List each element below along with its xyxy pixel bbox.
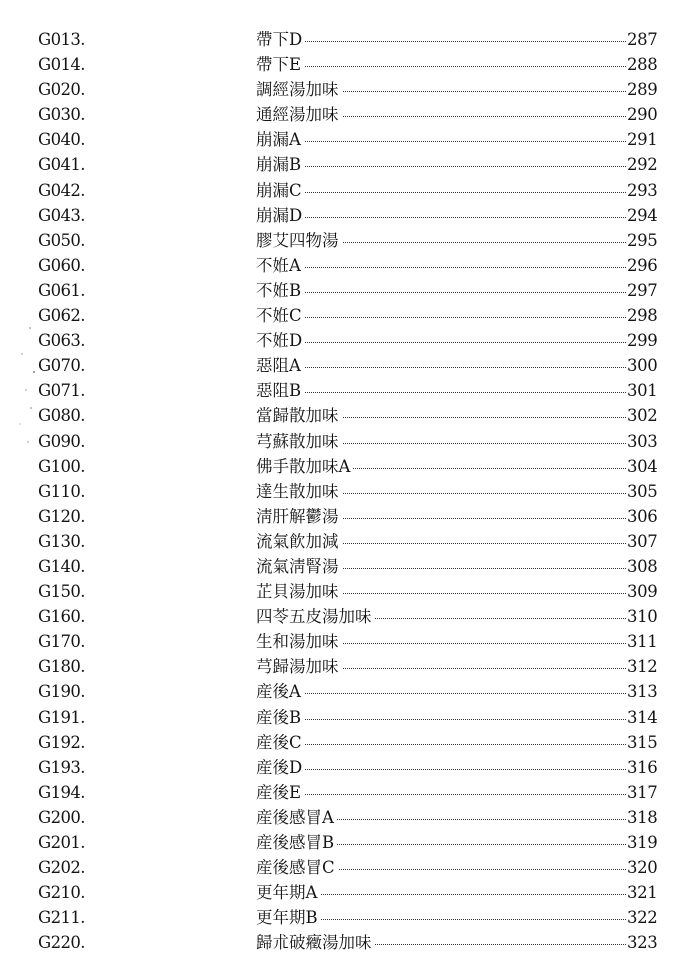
toc-entry-page-number: 317: [627, 780, 657, 805]
toc-entry-title: 生和湯加味: [256, 629, 342, 654]
toc-entry-page-number: 321: [627, 880, 657, 905]
toc-entry: [0, 805, 700, 830]
toc-entry-title: 芷貝湯加味: [256, 579, 342, 604]
toc-entry-title: 惡阻B: [256, 378, 304, 403]
toc-entry-code: G014.: [38, 55, 85, 75]
toc-entry-page-number: 313: [627, 679, 657, 704]
toc-entry: [0, 328, 700, 353]
toc-dot-leader: [260, 203, 634, 228]
toc-dot-leader: [260, 52, 634, 77]
toc-entry: [0, 604, 700, 629]
toc-entry-page-number: 312: [627, 654, 657, 679]
toc-dot-leader: [260, 178, 634, 203]
toc-entry: [0, 730, 700, 755]
toc-entry-title: 四苓五皮湯加味: [256, 604, 375, 629]
toc-entry: [0, 403, 700, 428]
toc-entry-code: G202.: [38, 858, 85, 878]
toc-entry-code: G192.: [38, 732, 85, 752]
toc-entry-title: 帶下E: [256, 52, 304, 77]
toc-entry-page-number: 322: [627, 905, 657, 930]
toc-entry-title: 芎蘇散加味: [256, 429, 342, 454]
toc-entry-page-number: 300: [627, 353, 657, 378]
toc-entry: [0, 27, 700, 52]
toc-entry-code: G191.: [38, 707, 85, 727]
toc-entry-page-number: 319: [627, 830, 657, 855]
toc-entry-page-number: 292: [627, 152, 657, 177]
toc-entry: [0, 705, 700, 730]
toc-entry-title: 産後A: [256, 679, 304, 704]
toc-dot-leader: [260, 780, 634, 805]
toc-dot-leader: [260, 378, 634, 403]
toc-entry-page-number: 314: [627, 705, 657, 730]
toc-entry-code: G040.: [38, 130, 85, 150]
toc-entry: [0, 178, 700, 203]
toc-entry-code: G200.: [38, 807, 85, 827]
toc-dot-leader: [260, 328, 634, 353]
toc-entry: [0, 228, 700, 253]
toc-entry-title: 達生散加味: [256, 479, 342, 504]
toc-entry-title: 崩漏D: [256, 203, 305, 228]
toc-entry-title: 産後B: [256, 705, 304, 730]
toc-entry-code: G042.: [38, 180, 85, 200]
toc-dot-leader: [260, 679, 634, 704]
toc-entry-title: 不姙D: [256, 328, 305, 353]
toc-entry: [0, 52, 700, 77]
toc-entry-page-number: 299: [627, 328, 657, 353]
toc-entry-title: 流氣飮加減: [256, 529, 342, 554]
toc-entry-title: 當歸散加味: [256, 403, 342, 428]
toc-entry-code: G013.: [38, 30, 85, 49]
toc-entry: [0, 454, 700, 479]
toc-entry-title: 芎歸湯加味: [256, 654, 342, 679]
toc-entry-code: G061.: [38, 280, 85, 300]
toc-dot-leader: [260, 303, 634, 328]
toc-entry-page-number: 306: [627, 504, 657, 529]
toc-entry-page-number: 307: [627, 529, 657, 554]
toc-entry: [0, 930, 700, 955]
toc-entry-page-number: 308: [627, 554, 657, 579]
toc-entry: [0, 429, 700, 454]
toc-entry-page-number: 289: [627, 77, 657, 102]
toc-entry-title: 更年期A: [256, 880, 320, 905]
toc-entry-code: G140.: [38, 556, 85, 576]
toc-entry-page-number: 309: [627, 579, 657, 604]
toc-entry-code: G130.: [38, 531, 85, 551]
toc-entry-code: G090.: [38, 431, 85, 451]
toc-entry-code: G170.: [38, 632, 85, 652]
toc-dot-leader: [260, 278, 634, 303]
toc-entry-title: 歸朮破癥湯加味: [256, 930, 375, 955]
toc-entry-code: G080.: [38, 406, 85, 426]
toc-entry: [0, 378, 700, 403]
toc-entry-code: G150.: [38, 582, 85, 602]
toc-entry-page-number: 297: [627, 278, 657, 303]
toc-entry-page-number: 304: [627, 454, 657, 479]
toc-dot-leader: [260, 127, 634, 152]
toc-entry-page-number: 288: [627, 52, 657, 77]
toc-entry: [0, 780, 700, 805]
toc-entry-page-number: 310: [627, 604, 657, 629]
toc-dot-leader: [260, 253, 634, 278]
toc-entry-title: 産後感冒A: [256, 805, 337, 830]
toc-entry-title: 不姙B: [256, 278, 304, 303]
toc-entry: [0, 855, 700, 880]
toc-entry-page-number: 315: [627, 730, 657, 755]
toc-entry-code: G070.: [38, 356, 85, 376]
toc-entry-title: 崩漏C: [256, 178, 305, 203]
toc-entry: [0, 529, 700, 554]
toc-entry: [0, 479, 700, 504]
toc-dot-leader: [260, 705, 634, 730]
toc-entry-code: G062.: [38, 306, 85, 326]
toc-entry-code: G043.: [38, 205, 85, 225]
toc-entry: [0, 679, 700, 704]
toc-entry: [0, 830, 700, 855]
toc-entry-code: G020.: [38, 80, 85, 100]
toc-entry: [0, 905, 700, 930]
toc-entry: [0, 303, 700, 328]
toc-entry-title: 産後D: [256, 755, 305, 780]
toc-entry-page-number: 290: [627, 102, 657, 127]
toc-entry-code: G194.: [38, 782, 85, 802]
toc-entry-code: G100.: [38, 456, 85, 476]
toc-entry-title: 崩漏B: [256, 152, 304, 177]
toc-entry-page-number: 295: [627, 228, 657, 253]
toc-entry-title: 産後E: [256, 780, 304, 805]
toc-entry-code: G210.: [38, 883, 85, 903]
toc-entry: [0, 755, 700, 780]
toc-entry: [0, 77, 700, 102]
toc-entry-page-number: 320: [627, 855, 657, 880]
toc-entry: [0, 152, 700, 177]
toc-entry-title: 更年期B: [256, 905, 321, 930]
toc-entry-code: G030.: [38, 105, 85, 125]
toc-dot-leader: [260, 353, 634, 378]
toc-entry-page-number: 302: [627, 403, 657, 428]
toc-entry-page-number: 294: [627, 203, 657, 228]
toc-entry: [0, 127, 700, 152]
toc-entry-page-number: 311: [627, 629, 657, 654]
toc-entry-title: 通經湯加味: [256, 102, 342, 127]
toc-entry-title: 佛手散加味A: [256, 454, 353, 479]
toc-entry-title: 産後感冒B: [256, 830, 337, 855]
toc-entry-code: G211.: [38, 908, 85, 928]
toc-entry-page-number: 287: [627, 27, 657, 52]
toc-entry: [0, 253, 700, 278]
toc-entry: [0, 203, 700, 228]
toc-entry-code: G160.: [38, 607, 85, 627]
toc-entry-page-number: 305: [627, 479, 657, 504]
toc-entry-title: 不姙C: [256, 303, 305, 328]
toc-entry-title: 流氣淸腎湯: [256, 554, 342, 579]
toc-entry: [0, 579, 700, 604]
toc-entry: [0, 880, 700, 905]
toc-entry: [0, 102, 700, 127]
toc-entry: [0, 278, 700, 303]
toc-entry-code: G190.: [38, 682, 85, 702]
toc-entry-code: G050.: [38, 230, 85, 250]
toc-dot-leader: [260, 152, 634, 177]
toc-entry-code: G071.: [38, 381, 85, 401]
toc-entry-title: 帶下D: [256, 27, 305, 52]
toc-entry-title: 惡阻A: [256, 353, 304, 378]
toc-entry: [0, 504, 700, 529]
toc-entry: [0, 629, 700, 654]
toc-entry-title: 調經湯加味: [256, 77, 342, 102]
toc-entry-page-number: 293: [627, 178, 657, 203]
toc-entry-code: G201.: [38, 833, 85, 852]
toc-entry-code: G220.: [38, 933, 85, 953]
toc-entry-page-number: 296: [627, 253, 657, 278]
toc-entry: [0, 554, 700, 579]
toc-entry: [0, 353, 700, 378]
toc-entry-page-number: 303: [627, 429, 657, 454]
toc-entry-page-number: 291: [627, 127, 657, 152]
toc-entry-page-number: 318: [627, 805, 657, 830]
toc-entry-code: G063.: [38, 331, 85, 351]
toc-entry-page-number: 298: [627, 303, 657, 328]
toc-entry-code: G041.: [38, 155, 85, 175]
toc-dot-leader: [260, 730, 634, 755]
toc-entry-title: 膠艾四物湯: [256, 228, 342, 253]
toc-dot-leader: [260, 755, 634, 780]
toc-entry-code: G193.: [38, 757, 85, 777]
toc-entry-code: G120.: [38, 506, 85, 526]
table-of-contents: [0, 27, 700, 955]
toc-entry-code: G180.: [38, 657, 85, 677]
toc-entry-title: 産後C: [256, 730, 305, 755]
toc-entry-title: 不姙A: [256, 253, 304, 278]
toc-entry-title: 崩漏A: [256, 127, 304, 152]
toc-entry-code: G060.: [38, 255, 85, 275]
toc-entry-page-number: 301: [627, 378, 657, 403]
toc-entry-title: 淸肝解鬱湯: [256, 504, 342, 529]
toc-entry: [0, 654, 700, 679]
toc-entry-title: 産後感冒C: [256, 855, 338, 880]
toc-entry-page-number: 316: [627, 755, 657, 780]
toc-entry-page-number: 323: [627, 930, 657, 955]
toc-entry-code: G110.: [38, 481, 85, 501]
toc-dot-leader: [260, 27, 634, 52]
